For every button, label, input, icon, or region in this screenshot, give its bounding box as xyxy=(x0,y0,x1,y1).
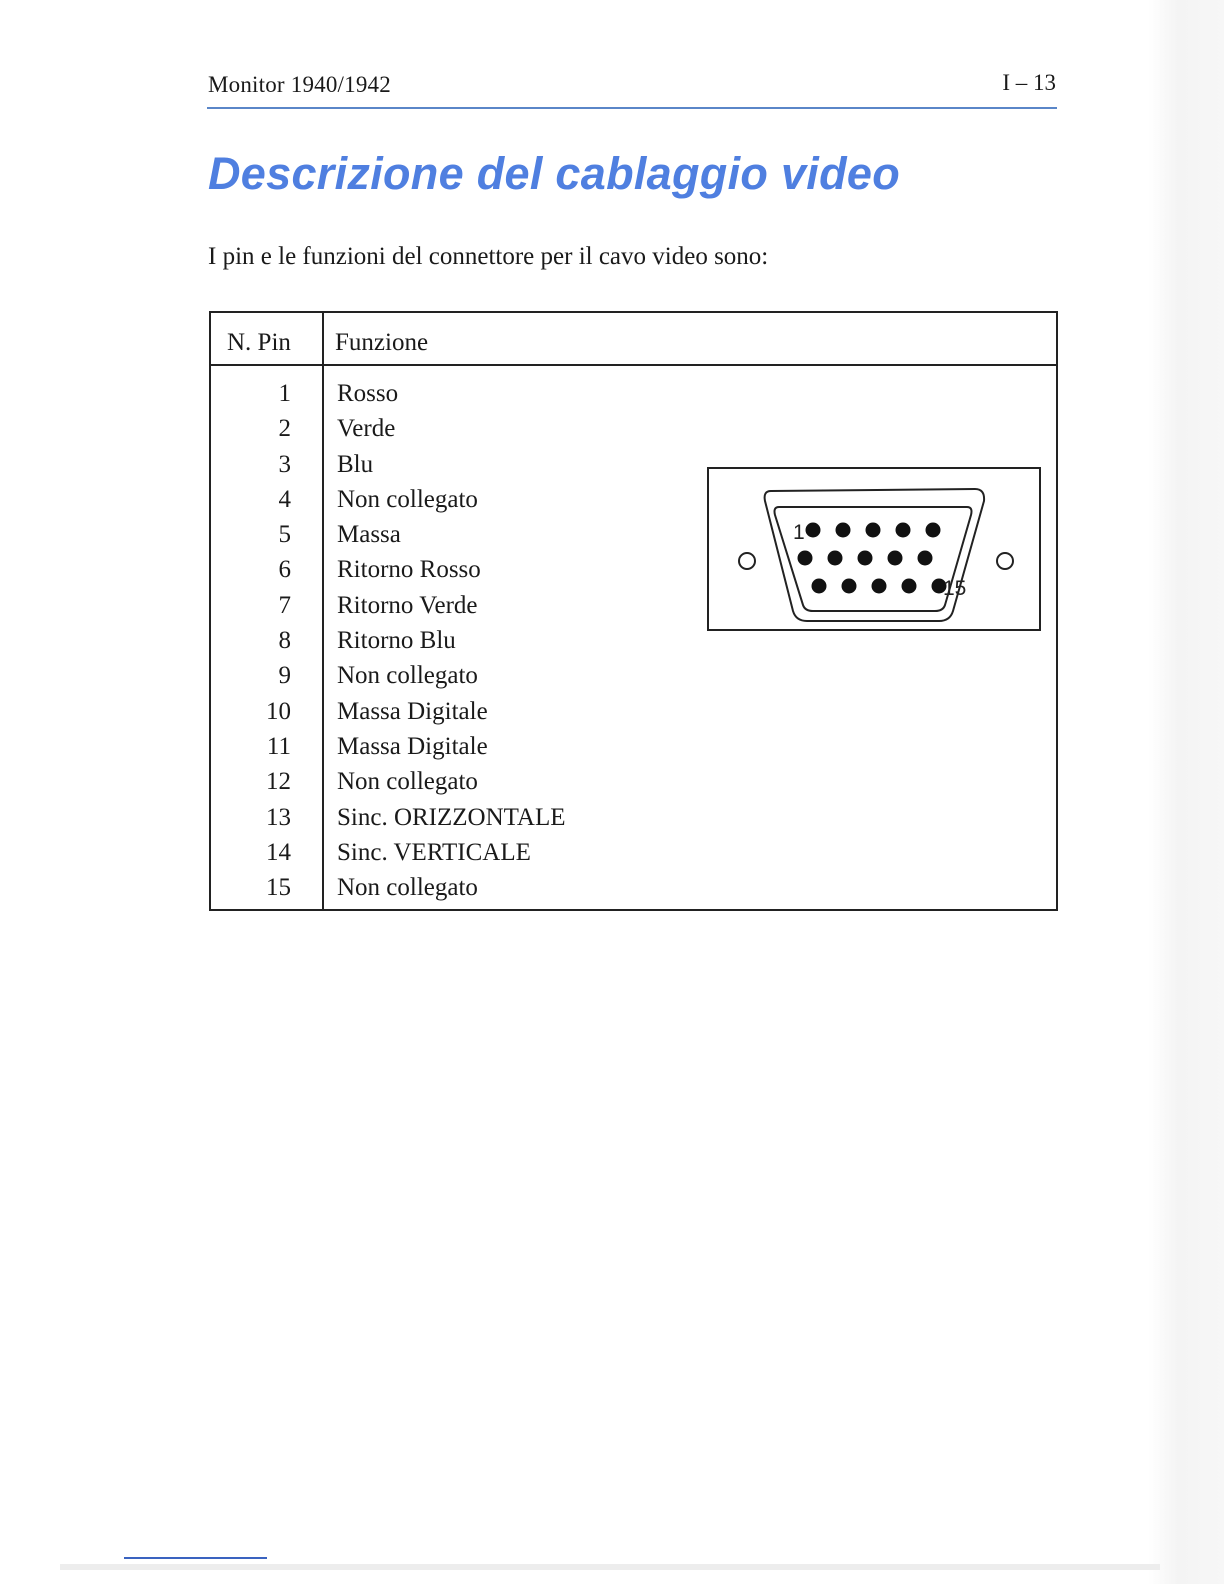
page-number: I – 13 xyxy=(1002,70,1056,95)
footer-rule xyxy=(124,1557,267,1559)
connector-pin xyxy=(858,551,873,566)
connector-pin xyxy=(866,523,881,538)
connector-pin xyxy=(896,523,911,538)
connector-pin xyxy=(902,579,917,594)
pin-number: 6 xyxy=(278,556,291,584)
pin-function: Verde xyxy=(337,415,396,443)
d-shell-outer-icon xyxy=(765,489,984,621)
connector-pin xyxy=(872,579,887,594)
table-row xyxy=(211,486,711,521)
pin-number: 11 xyxy=(266,732,291,760)
pin-number: 12 xyxy=(266,768,291,796)
table-row xyxy=(211,804,711,839)
table-row xyxy=(211,521,711,556)
pin-number: 5 xyxy=(278,521,291,549)
table-row xyxy=(211,556,711,591)
last-pin-label: 15 xyxy=(943,577,967,600)
connector-pin xyxy=(798,551,813,566)
connector-pins xyxy=(798,523,947,594)
header-rule xyxy=(207,107,1057,109)
connector-pin xyxy=(888,551,903,566)
pin-function: Massa Digitale xyxy=(337,732,488,760)
table-row xyxy=(211,451,711,486)
pin-function: Non collegato xyxy=(337,874,478,902)
pin-number: 13 xyxy=(266,803,291,831)
pin-function: Ritorno Blu xyxy=(337,627,456,655)
table-row xyxy=(211,380,711,415)
table-body xyxy=(211,380,711,909)
vga-connector-drawing xyxy=(709,469,1039,629)
column-header-function: Funzione xyxy=(335,329,429,356)
intro-paragraph: I pin e le funzioni del connettore per il cavo video sono: xyxy=(208,243,769,270)
connector-pin xyxy=(828,551,843,566)
table-row xyxy=(211,415,711,450)
table-row xyxy=(211,874,711,909)
running-header-title: Monitor 1940/1942 xyxy=(208,72,391,97)
pin-function: Ritorno Verde xyxy=(337,591,478,619)
pin-function: Ritorno Rosso xyxy=(337,556,481,584)
pin-function: Sinc. ORIZZONTALE xyxy=(337,803,566,831)
table-row xyxy=(211,698,711,733)
pin-number: 3 xyxy=(278,450,291,478)
table-header-rule xyxy=(211,364,1056,366)
column-header-pin: N. Pin xyxy=(227,329,291,356)
pin-function: Non collegato xyxy=(337,768,478,796)
table-row xyxy=(211,733,711,768)
pin-number: 10 xyxy=(266,697,291,725)
connector-pin xyxy=(926,523,941,538)
pin-function: Sinc. VERTICALE xyxy=(337,838,531,866)
pin-number: 9 xyxy=(278,662,291,690)
table-row xyxy=(211,627,711,662)
vga-connector-diagram xyxy=(707,467,1041,631)
connector-pin xyxy=(812,579,827,594)
scan-bottom-edge xyxy=(60,1564,1160,1570)
pin-function: Massa xyxy=(337,521,401,549)
pin-function: Non collegato xyxy=(337,485,478,513)
pin-function: Massa Digitale xyxy=(337,697,488,725)
pin-number: 7 xyxy=(278,591,291,619)
scan-edge-shading xyxy=(1148,0,1224,1584)
table-row xyxy=(211,592,711,627)
connector-pin xyxy=(842,579,857,594)
mounting-hole-right-icon xyxy=(997,553,1013,569)
pin-function: Non collegato xyxy=(337,662,478,690)
pin-number: 1 xyxy=(278,380,291,407)
first-pin-label: 1 xyxy=(793,521,805,544)
table-row xyxy=(211,768,711,803)
connector-pin xyxy=(918,551,933,566)
pin-number: 8 xyxy=(278,627,291,655)
connector-pin xyxy=(806,523,821,538)
table-row xyxy=(211,839,711,874)
mounting-hole-left-icon xyxy=(739,553,755,569)
table-row xyxy=(211,662,711,697)
pin-number: 15 xyxy=(266,874,291,902)
pin-function: Blu xyxy=(337,450,374,478)
section-title: Descrizione del cablaggio video xyxy=(208,148,900,199)
pin-number: 14 xyxy=(266,838,291,866)
pin-number: 2 xyxy=(278,415,291,443)
pin-number: 4 xyxy=(278,485,291,513)
pin-function: Rosso xyxy=(337,380,399,407)
connector-pin xyxy=(836,523,851,538)
